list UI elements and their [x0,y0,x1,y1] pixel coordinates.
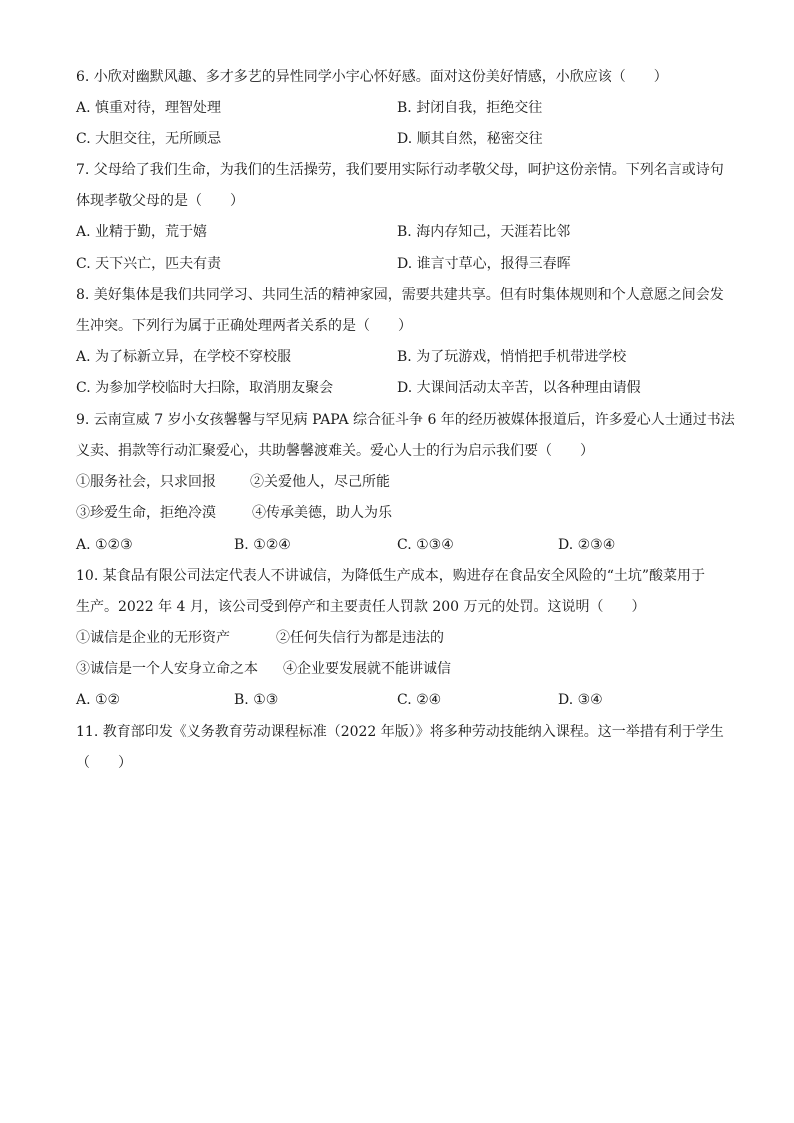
q10-option-b: B. ①③ [234,692,279,708]
q7-stem-line1: 7. 父母给了我们生命，为我们的生活操劳，我们要用实际行动孝敬父母，呵护这份亲情。下列名言或诗句 [76,162,724,178]
q10-statement-4: ④企业要发展就不能讲诚信 [283,661,451,677]
q6-option-a: A. 慎重对待，理智处理 [76,100,222,116]
q11-stem-line2: （ ） [76,755,132,771]
q10-option-c: C. ②④ [397,692,442,708]
q10-option-d: D. ③④ [558,692,603,708]
q10-stem-line1: 10. 某食品有限公司法定代表人不讲诚信，为降低生产成本，购进存在食品安全风险的“土坑”酸菜用于 [76,568,706,584]
q9-option-d: D. ②③④ [558,537,616,553]
q7-option-d: D. 谁言寸草心，报得三春晖 [397,256,571,272]
q9-statement-4: ④传承美德，助人为乐 [252,505,392,521]
q6-option-b: B. 封闭自我，拒绝交往 [397,100,543,116]
q9-option-a: A. ①②③ [76,537,133,553]
q8-option-c: C. 为参加学校临时大扫除，取消朋友聚会 [76,380,334,396]
q10-stem-line2: 生产。2022 年 4 月，该公司受到停产和主要责任人罚款 200 万元的处罚。这说明（ ） [76,599,646,615]
q9-statement-2: ②关爱他人，尽己所能 [250,474,390,490]
q7-option-c: C. 天下兴亡，匹夫有责 [76,256,222,272]
q9-statement-3: ③珍爱生命，拒绝冷漠 [76,505,216,521]
q8-option-a: A. 为了标新立异，在学校不穿校服 [76,349,292,365]
q9-option-c: C. ①③④ [397,537,454,553]
q10-statement-3: ③诚信是一个人安身立命之本 [76,661,258,677]
q9-option-b: B. ①②④ [234,537,291,553]
q10-statement-1: ①诚信是企业的无形资产 [76,630,230,646]
q10-option-a: A. ①② [76,692,121,708]
q8-stem-line1: 8. 美好集体是我们共同学习、共同生活的精神家园，需要共建共享。但有时集体规则和个人意愿之间会发 [76,287,724,303]
q7-option-a: A. 业精于勤，荒于嬉 [76,224,208,240]
q6-stem: 6. 小欣对幽默风趣、多才多艺的异性同学小宇心怀好感。面对这份美好情感，小欣应该（ ） [76,69,668,85]
q8-stem-line2: 生冲突。下列行为属于正确处理两者关系的是（ ） [76,318,412,334]
q6-option-d: D. 顺其自然，秘密交往 [397,131,543,147]
q6-option-c: C. 大胆交往，无所顾忌 [76,131,222,147]
q7-stem-line2: 体现孝敬父母的是（ ） [76,193,244,209]
q11-stem-line1: 11. 教育部印发《义务教育劳动课程标准（2022 年版）》将多种劳动技能纳入课程。这一举措有利于学生 [76,724,724,740]
q7-option-b: B. 海内存知己，天涯若比邻 [397,224,571,240]
q9-stem-line2: 义卖、捐款等行动汇聚爱心，共助馨馨渡难关。爱心人士的行为启示我们要（ ） [76,443,594,459]
q8-option-b: B. 为了玩游戏，悄悄把手机带进学校 [397,349,627,365]
q10-statement-2: ②任何失信行为都是违法的 [276,630,444,646]
q9-stem-line1: 9. 云南宣威 7 岁小女孩馨馨与罕见病 PAPA 综合征斗争 6 年的经历被媒体报道后，许多爱心人士通过书法 [76,412,735,428]
q8-option-d: D. 大课间活动太辛苦，以各种理由请假 [397,380,641,396]
q9-statement-1: ①服务社会，只求回报 [76,474,216,490]
